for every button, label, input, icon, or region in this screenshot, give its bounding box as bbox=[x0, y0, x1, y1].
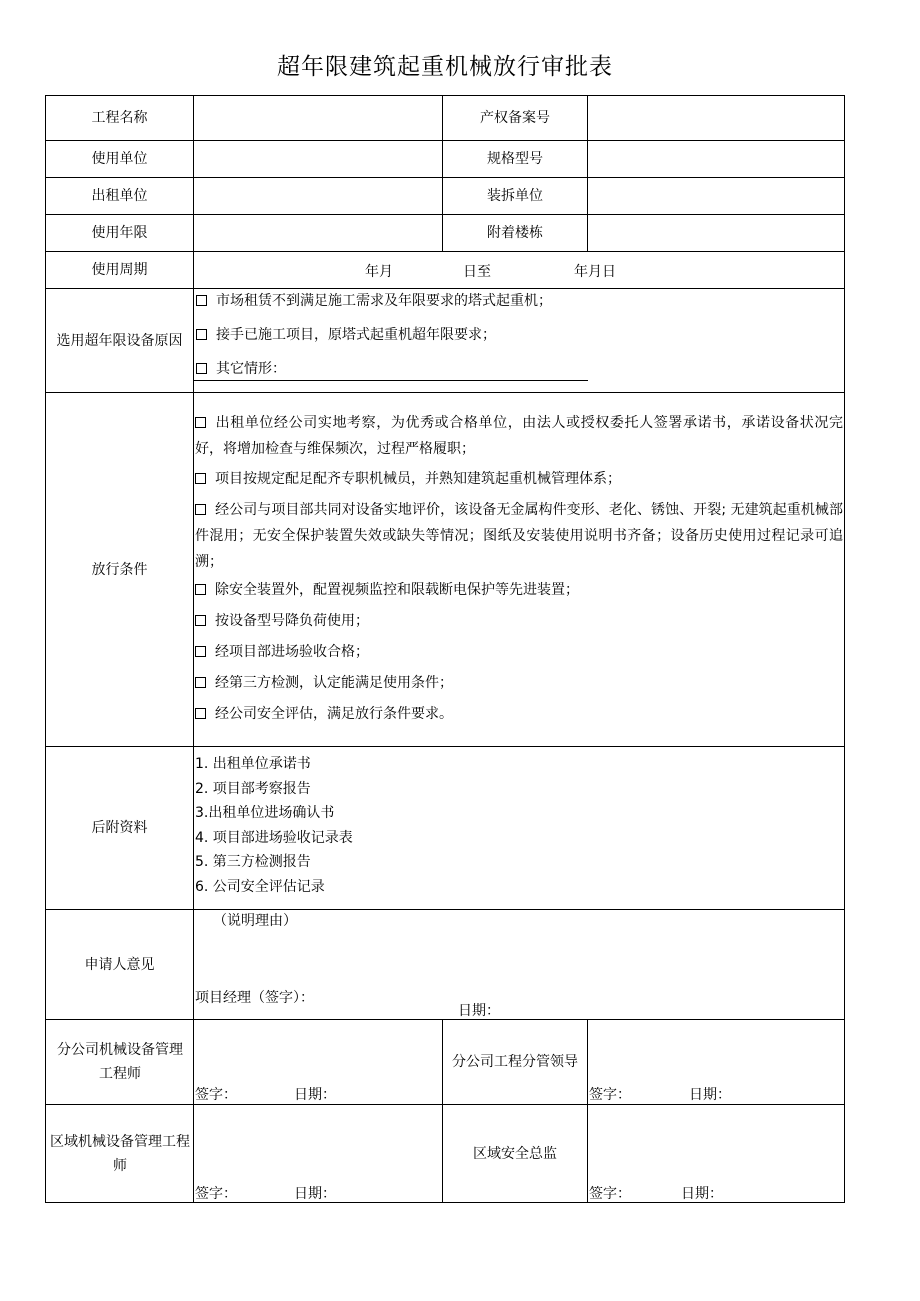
reason-note: （说明理由） bbox=[213, 913, 297, 929]
attached-building-value[interactable] bbox=[588, 215, 844, 251]
conditions-label: 放行条件 bbox=[91, 561, 148, 578]
condition-item[interactable]: 经公司安全评估，满足放行条件要求。 bbox=[195, 701, 843, 727]
project-name-value[interactable] bbox=[194, 96, 442, 140]
period-end-date: 年月日 bbox=[574, 264, 616, 280]
checkbox-icon[interactable] bbox=[196, 295, 207, 306]
attachment-item: 6. 公司安全评估记录 bbox=[195, 879, 325, 895]
condition-item[interactable]: 出租单位经公司实地考察，为优秀或合格单位，由法人或授权委托人签署承诺书，承诺设备状况完好，将增加检查与维保频次，过程严格履职； bbox=[195, 415, 843, 457]
install-unit-value[interactable] bbox=[588, 178, 844, 214]
attachment-item: 1. 出租单位承诺书 bbox=[195, 756, 311, 772]
branch-leader-label: 分公司工程分管领导 bbox=[452, 1054, 578, 1070]
attachments-label: 后附资料 bbox=[91, 820, 148, 836]
applicant-opinion-label: 申请人意见 bbox=[84, 956, 155, 973]
property-record-value[interactable] bbox=[588, 96, 844, 140]
reason-option[interactable]: 其它情形： bbox=[196, 358, 286, 378]
branch-leader-date[interactable]: 日期： bbox=[689, 1087, 731, 1103]
condition-item[interactable]: 经第三方检测，认定能满足使用条件； bbox=[195, 670, 843, 696]
condition-item[interactable]: 项目按规定配足配齐专职机械员，并熟知建筑起重机械管理体系； bbox=[195, 466, 843, 492]
reason-label: 选用超年限设备原因 bbox=[56, 332, 183, 349]
regional-director-date[interactable]: 日期： bbox=[681, 1186, 723, 1202]
checkbox-icon[interactable] bbox=[195, 473, 206, 484]
model-spec-value[interactable] bbox=[588, 141, 844, 177]
condition-item[interactable]: 除安全装置外，配置视频监控和限载断电保护等先进装置； bbox=[195, 577, 843, 603]
condition-item[interactable]: 经公司与项目部共同对设备实地评价，该设备无金属构件变形、老化、锈蚀、开裂; 无建筑起重机械部件混用；无安全保护装置失效或缺失等情况；图纸及安装使用说明书齐备；设备历史使用过程记录可追溯； bbox=[195, 502, 843, 570]
checkbox-icon[interactable] bbox=[195, 504, 206, 515]
attachment-item: 2. 项目部考察报告 bbox=[195, 781, 311, 797]
attachment-item: 5. 第三方检测报告 bbox=[195, 854, 311, 870]
condition-item[interactable]: 按设备型号降负荷使用； bbox=[195, 608, 843, 634]
attached-building-label: 附着楼栋 bbox=[487, 225, 543, 241]
rental-unit-label: 出租单位 bbox=[91, 188, 148, 204]
checkbox-icon[interactable] bbox=[195, 417, 206, 428]
user-unit-value[interactable] bbox=[194, 141, 442, 177]
regional-safety-director-label: 区域安全总监 bbox=[473, 1145, 557, 1162]
reason-option[interactable]: 接手已施工项目，原塔式起重机超年限要求； bbox=[196, 324, 496, 344]
checkbox-icon[interactable] bbox=[195, 677, 206, 688]
usage-period-label: 使用周期 bbox=[91, 262, 148, 278]
regional-engineer-label: 区域机械设备管理工程师 bbox=[50, 1133, 190, 1174]
service-years-value[interactable] bbox=[194, 215, 442, 251]
checkbox-icon[interactable] bbox=[195, 646, 206, 657]
column-divider bbox=[587, 1019, 588, 1202]
period-day-to: 日至 bbox=[463, 264, 491, 280]
period-start-year-month: 年月 bbox=[365, 264, 393, 280]
project-name-label: 工程名称 bbox=[91, 110, 148, 126]
other-reason-underline[interactable] bbox=[194, 380, 588, 381]
branch-engineer-sign[interactable]: 签字： bbox=[195, 1087, 237, 1103]
approval-form bbox=[45, 95, 845, 1203]
checkbox-icon[interactable] bbox=[195, 584, 206, 595]
rental-unit-value[interactable] bbox=[194, 178, 442, 214]
regional-engineer-date[interactable]: 日期： bbox=[294, 1186, 336, 1202]
branch-engineer-date[interactable]: 日期： bbox=[294, 1087, 336, 1103]
install-unit-label: 装拆单位 bbox=[487, 188, 543, 204]
checkbox-icon[interactable] bbox=[196, 329, 207, 340]
applicant-date[interactable]: 日期： bbox=[458, 1003, 500, 1019]
page-title: 超年限建筑起重机械放行审批表 bbox=[277, 54, 613, 80]
reason-option[interactable]: 市场租赁不到满足施工需求及年限要求的塔式起重机； bbox=[196, 290, 552, 310]
condition-item[interactable]: 经项目部进场验收合格； bbox=[195, 639, 843, 665]
checkbox-icon[interactable] bbox=[195, 708, 206, 719]
branch-engineer-label: 分公司机械设备管理工程师 bbox=[57, 1042, 183, 1082]
regional-engineer-sign[interactable]: 签字： bbox=[195, 1186, 237, 1202]
regional-director-sign[interactable]: 签字： bbox=[589, 1186, 631, 1202]
property-record-label: 产权备案号 bbox=[480, 110, 550, 126]
attachment-item: 3.出租单位进场确认书 bbox=[195, 805, 335, 821]
checkbox-icon[interactable] bbox=[196, 363, 207, 374]
user-unit-label: 使用单位 bbox=[91, 151, 148, 167]
attachment-item: 4. 项目部进场验收记录表 bbox=[195, 830, 353, 846]
project-manager-signature[interactable]: 项目经理（签字）： bbox=[195, 990, 314, 1006]
model-spec-label: 规格型号 bbox=[487, 151, 543, 167]
branch-leader-sign[interactable]: 签字： bbox=[589, 1087, 631, 1103]
checkbox-icon[interactable] bbox=[195, 615, 206, 626]
service-years-label: 使用年限 bbox=[91, 225, 148, 241]
column-divider bbox=[193, 96, 194, 1202]
